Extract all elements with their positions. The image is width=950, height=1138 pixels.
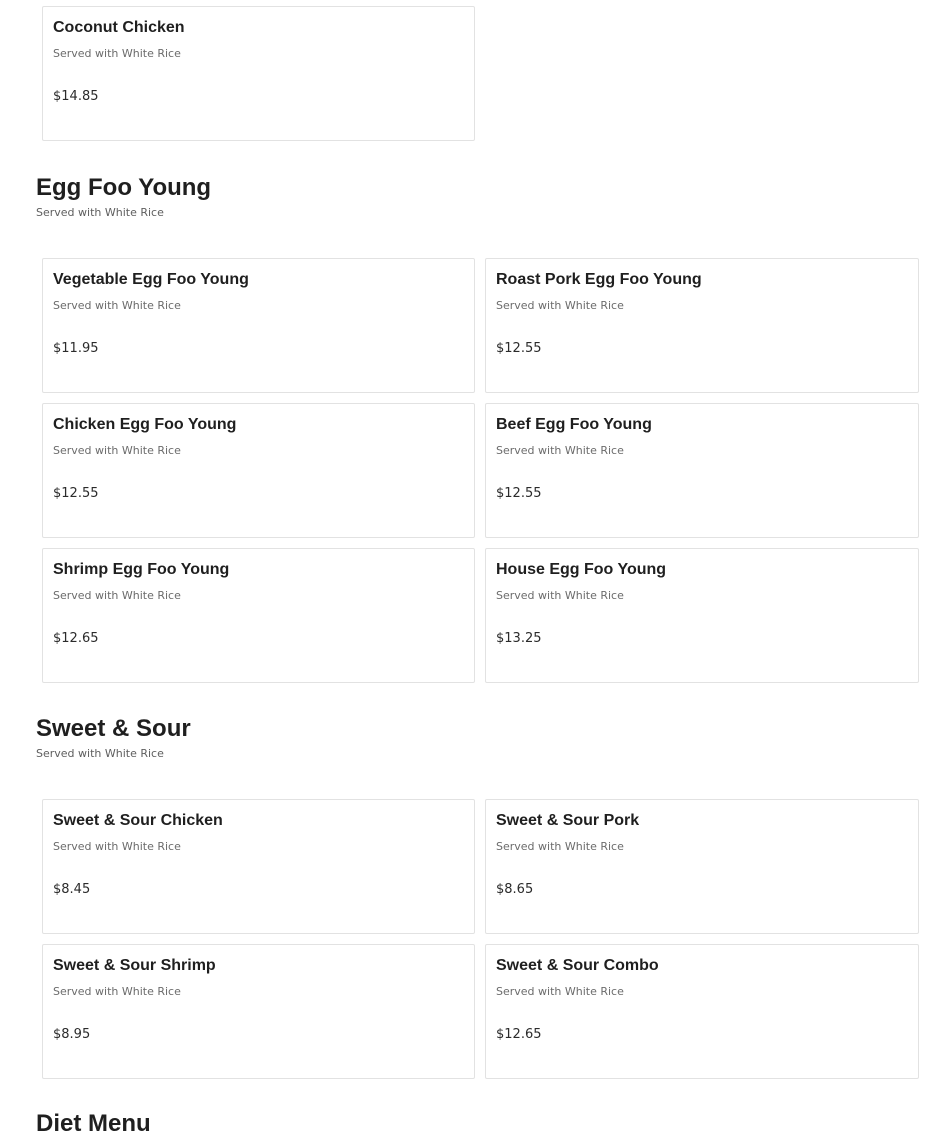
menu-item-name: House Egg Foo Young xyxy=(496,561,667,578)
menu-item-name: Sweet & Sour Shrimp xyxy=(53,957,216,974)
menu-item-card[interactable] xyxy=(485,548,919,683)
menu-item-name: Vegetable Egg Foo Young xyxy=(53,271,249,288)
menu-item-card[interactable] xyxy=(485,403,919,538)
menu-item-card[interactable] xyxy=(42,6,475,141)
section-title: Sweet & Sour xyxy=(36,715,191,742)
menu-item-price: $13.25 xyxy=(496,631,542,646)
menu-item-description: Served with White Rice xyxy=(496,840,624,853)
menu-item-card[interactable] xyxy=(42,258,475,393)
section-title: Egg Foo Young xyxy=(36,174,212,201)
menu-item-card[interactable] xyxy=(485,258,919,393)
menu-item-description: Served with White Rice xyxy=(53,47,181,60)
menu-item-description: Served with White Rice xyxy=(496,444,624,457)
menu-item-card[interactable] xyxy=(485,944,919,1079)
menu-item-name: Beef Egg Foo Young xyxy=(496,416,652,433)
menu-item-price: $8.95 xyxy=(53,1027,91,1042)
menu-item-name: Sweet & Sour Pork xyxy=(496,812,640,829)
menu-item-description: Served with White Rice xyxy=(496,589,624,602)
menu-item-description: Served with White Rice xyxy=(53,840,181,853)
section-subtitle: Served with White Rice xyxy=(36,747,164,760)
menu-item-price: $14.85 xyxy=(53,89,99,104)
menu-item-card[interactable] xyxy=(42,403,475,538)
menu-item-description: Served with White Rice xyxy=(496,299,624,312)
menu-item-price: $12.65 xyxy=(53,631,99,646)
menu-item-card[interactable] xyxy=(42,799,475,934)
menu-item-price: $11.95 xyxy=(53,341,99,356)
menu-item-name: Chicken Egg Foo Young xyxy=(53,416,237,433)
menu-item-name: Sweet & Sour Combo xyxy=(496,957,659,974)
menu-item-name: Coconut Chicken xyxy=(53,19,185,36)
menu-item-description: Served with White Rice xyxy=(53,299,181,312)
menu-item-price: $12.55 xyxy=(496,486,542,501)
section-title: Diet Menu xyxy=(36,1110,151,1137)
menu-item-card[interactable] xyxy=(42,944,475,1079)
menu-item-description: Served with White Rice xyxy=(53,589,181,602)
menu-item-description: Served with White Rice xyxy=(53,444,181,457)
menu-item-price: $8.45 xyxy=(53,882,91,897)
menu-item-price: $12.65 xyxy=(496,1027,542,1042)
menu-item-price: $12.55 xyxy=(496,341,542,356)
menu-item-card[interactable] xyxy=(42,548,475,683)
menu-item-price: $12.55 xyxy=(53,486,99,501)
menu-item-name: Sweet & Sour Chicken xyxy=(53,812,223,829)
menu-item-name: Shrimp Egg Foo Young xyxy=(53,561,230,578)
menu-item-name: Roast Pork Egg Foo Young xyxy=(496,271,702,288)
menu-item-description: Served with White Rice xyxy=(496,985,624,998)
menu-item-price: $8.65 xyxy=(496,882,534,897)
section-subtitle: Served with White Rice xyxy=(36,206,164,219)
menu-item-description: Served with White Rice xyxy=(53,985,181,998)
menu-item-card[interactable] xyxy=(485,799,919,934)
